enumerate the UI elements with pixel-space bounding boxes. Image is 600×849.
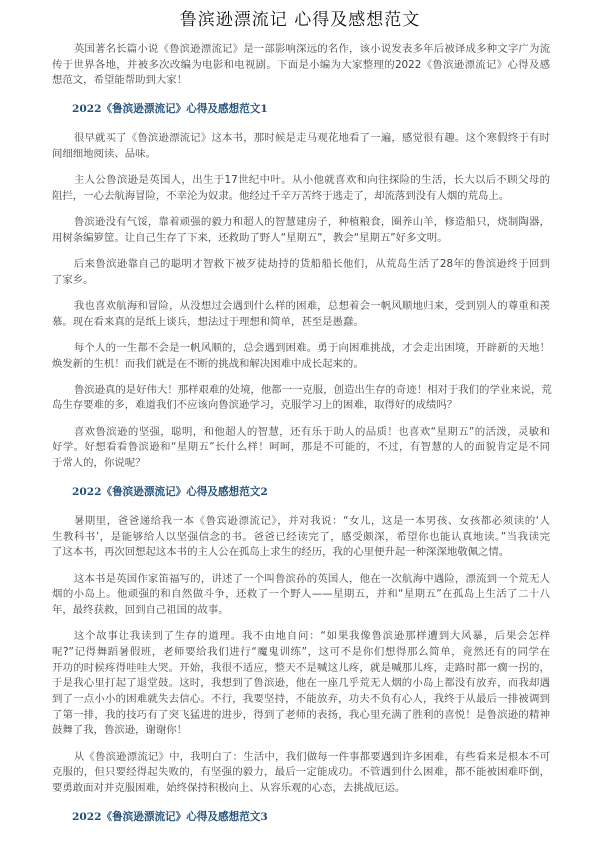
paragraph <box>52 629 550 739</box>
paragraph-line: 鼓舞了我，鲁滨逊，谢谢你！ <box>52 724 188 737</box>
section-heading: 2022《鲁滨逊漂流记》心得及感想范文2 <box>72 485 268 498</box>
paragraph <box>52 173 550 204</box>
paragraph-line: 岛生存要难的多，难道我们不应该向鲁滨逊学习，克服学习上的困难，取得好的成绩吗？ <box>52 399 458 412</box>
section-heading: 2022《鲁滨逊漂流记》心得及感想范文3 <box>72 810 268 823</box>
paragraph-line: 鲁滨逊没有气馁，靠着顽强的毅力和超人的智慧建房子，种植粮食，圈养山羊，修造船只，烧制陶器， <box>73 216 550 229</box>
paragraph-line: 了这本书，再次回想起这本书的主人公在孤岛上求生的经历，我的心里便升起一种深深地敬佩之情。 <box>52 546 510 559</box>
paragraph-line: 喜欢鲁滨逊的坚强，聪明，和他超人的智慧，还有乐于助人的品质！也喜欢“星期五”的活泼，灵敏和 <box>73 425 550 438</box>
paragraph <box>52 257 550 288</box>
paragraph-line: 阻拦，一心去航海冒险，不幸沦为奴隶。他经过千辛万苦终于逃走了，却流落到没有人烟的荒岛上。 <box>52 189 510 202</box>
paragraph-line: 想范文，希望能帮助到大家！ <box>52 74 188 87</box>
paragraph <box>52 383 550 414</box>
paragraph-line: 于常人的，你说呢？ <box>52 457 146 470</box>
paragraph-line: 生教科书’，是能够给人以坚强信念的书。爸爸已经读完了，感受颇深，希望你也能认真地读。”当我读完 <box>52 530 550 543</box>
paragraph-line: 传于世界各地，并被多次改编为电影和电视剧。下面是小编为大家整理的2022《鲁滨逊漂流记》心得及感 <box>52 58 550 71</box>
paragraph-line: 这本书是英国作家笛福写的，讲述了一个叫鲁滨孙的英国人，他在一次航海中遇险，漂流到一个荒无人 <box>73 572 550 585</box>
paragraph-line: 年，最终获救，回到自己祖国的故事。 <box>52 603 229 616</box>
paragraph <box>52 42 550 89</box>
section-heading: 2022《鲁滨逊漂流记》心得及感想范文1 <box>72 103 268 116</box>
paragraph <box>52 341 550 372</box>
paragraph-line: 开功的时候疼得哇哇大哭。开始，我很不适应，整天不是喊这儿疼，就是喊那儿疼，走路时都一瘸一拐的， <box>52 661 550 674</box>
paragraph <box>52 131 550 162</box>
paragraph-line: 用树条编箩筐。让自己生存了下来，还救助了野人“星期五”，教会“星期五”好多文明。 <box>52 231 448 244</box>
paragraph-line: 主人公鲁滨逊是英国人，出生于17世纪中叶。从小他就喜欢和向往探险的生活，长大以后不顾父母的 <box>73 174 550 187</box>
paragraph <box>52 215 550 246</box>
paragraph-line: 间细细地阅读、品味。 <box>52 148 156 161</box>
paragraph-line: 我也喜欢航海和冒险，从没想过会遇到什么样的困难，总想着会一帆风顺地归来，受到别人的尊重和羡 <box>73 299 550 312</box>
paragraph <box>52 425 550 472</box>
document-body <box>52 42 550 839</box>
paragraph-line: 焕发新的生机！而我们就是在不断的挑战和解决困难中成长起来的。 <box>52 357 364 370</box>
paragraph-line: 每个人的一生都不会是一帆风顺的，总会遇到困难。勇于向困难挑战，才会走出困境，开辟新的天地！ <box>73 341 550 354</box>
paragraph <box>52 750 550 797</box>
paragraph-line: 克服的，但只要经得起失败的，有坚强的毅力，最后一定能成功。不管遇到什么困难，都不能被困难吓倒， <box>52 766 550 779</box>
paragraph-line: 了家乡。 <box>52 273 94 286</box>
paragraph-line: 英国著名长篇小说《鲁滨逊漂流记》是一部影响深远的名作，该小说发表多年后被译成多种文字广为流 <box>73 43 550 55</box>
paragraph-line: 了第一排，我的技巧有了突飞猛进的进步，得到了老师的表扬，我心里充满了胜利的喜悦！是鲁滨逊的精神 <box>52 708 550 721</box>
paragraph-line: 到了一点小小的困难就失去信心。不行，我要坚持，不能放弃，功夫不负有心人，我终于从最后一排被调到 <box>52 693 550 705</box>
paragraph-line: 从《鲁滨逊漂流记》中，我明白了：生活中，我们做每一件事都要遇到许多困难，有些看来是根本不可 <box>73 750 550 763</box>
paragraph-line: 好学。好想看看鲁滨逊和“星期五”长什么样！呵呵，那是不可能的，不过，有智慧的人的面貌肯定是不同 <box>52 441 550 454</box>
paragraph <box>52 514 550 561</box>
paragraph-line: 于是我心里打起了退堂鼓。这时，我想到了鲁滨逊，他在一座几乎荒无人烟的小岛上都没有放弃，而我却遇 <box>52 677 550 690</box>
paragraph-line: 鲁滨逊真的是好伟大！那样艰难的处境，他都一一克服，创造出生存的奇迹！相对于我们的学业来说，荒 <box>73 383 552 396</box>
paragraph-line: 慕。现在看来真的是纸上谈兵，想法过于理想和简单，甚至是愚蠢。 <box>52 315 364 328</box>
paragraph-line: 要勇敢面对并克服困难，始终保持积极向上、从容乐观的心态，去挑战厄运。 <box>52 782 406 795</box>
paragraph <box>52 572 550 619</box>
paragraph-line: 这个故事让我读到了生存的道理。我不由地自问：“如果我像鲁滨逊那样遭到大风暴，后果会怎样 <box>73 630 550 643</box>
paragraph <box>52 299 550 330</box>
paragraph-line: 暑期里，爸爸递给我一本《鲁宾逊漂流记》，并对我说：“女儿，这是一本男孩、女孩都必须读的‘人 <box>73 514 550 527</box>
document-title: 鲁滨逊漂流记 心得及感想范文 <box>179 10 421 30</box>
paragraph-line: 呢?”记得舞蹈暑假班，老师要给我们进行“魔鬼训练”，这可不是你们想得那么简单，竟然还有的同学在 <box>52 645 550 658</box>
paragraph-line: 后来鲁滨逊靠自己的聪明才智救下被歹徒劫持的货船船长他们，从荒岛生活了28年的鲁滨逊终于回到 <box>73 258 550 271</box>
paragraph-line: 烟的小岛上。他顽强的和自然做斗争，还救了一个野人——星期五，并和“星期五”在孤岛上生活了二十八 <box>52 588 550 601</box>
paragraph-line: 很早就买了《鲁滨逊漂流记》这本书，那时候是走马观花地看了一遍，感觉很有趣。这个寒假终于有时 <box>73 132 550 145</box>
